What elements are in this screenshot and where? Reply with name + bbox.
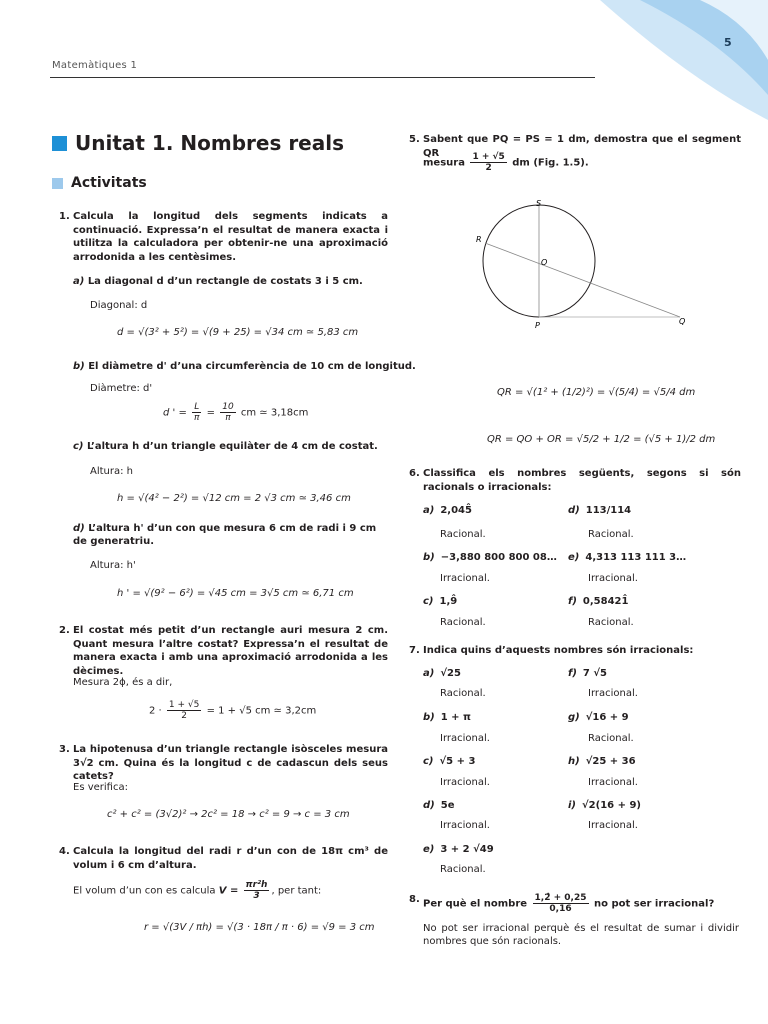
question-6: 6. Classifica els nombres següents, segons si són racionals o irracionals: (409, 468, 741, 493)
q7-answer-g: Racional. (588, 733, 634, 744)
q6-answer-a: Racional. (440, 529, 486, 540)
q1c-equation: h = √(4² − 2²) = √12 cm = 2 √3 cm ≃ 3,46 cm (117, 493, 351, 504)
q8-answer: No pot ser irracional perquè és el resultat de sumar i dividir nombres que són racionals. (423, 923, 739, 947)
label-Q: Q (679, 317, 686, 326)
question-8: 8. Per què el nombre $\frac{1,2̂ + 0,25}{0,16}$ no pot ser irracional? (409, 893, 715, 914)
label-P: P (535, 321, 540, 330)
q7-answer-b: Irracional. (440, 733, 490, 744)
question-7: 7. Indica quins d’aquests nombres són irracionals: (409, 645, 694, 656)
question-1a: a) La diagonal d d’un rectangle de costats 3 i 5 cm. (73, 276, 363, 287)
q7-item-a: a) √25 (423, 668, 461, 679)
question-2: 2. El costat més petit d’un rectangle auri mesura 2 cm. Quant mesura l’altre costat? Expressa’n el resultat de manera exacta i amb una aproximació arrodonida a les dècimes. (59, 625, 388, 677)
q7-item-b: b) 1 + π (423, 712, 471, 723)
q1a-equation: d = √(3² + 5²) = √(9 + 25) = √34 cm ≃ 5,83 cm (117, 327, 359, 338)
q1c-note: Altura: h (90, 466, 134, 477)
q7-answer-f: Irracional. (588, 688, 638, 699)
q5-equation-2: QR = QO + OR = √5/2 + 1/2 = (√5 + 1)/2 dm (487, 434, 716, 445)
q6-answer-b: Irracional. (440, 573, 490, 584)
section-square-icon (52, 178, 63, 189)
q7-answer-e: Racional. (440, 864, 486, 875)
q7-item-g: g) √16 + 9 (568, 712, 629, 723)
figure-1-5 (470, 195, 700, 335)
q7-item-h: h) √25 + 36 (568, 756, 636, 767)
q7-item-i: i) √2(16 + 9) (568, 800, 641, 811)
question-1b: b) El diàmetre d' d’una circumferència de 10 cm de longitud. (73, 361, 416, 372)
unit-title: Unitat 1. Nombres reals (52, 131, 344, 155)
q7-answer-a: Racional. (440, 688, 486, 699)
q7-answer-i: Irracional. (588, 820, 638, 831)
q3-equation: c² + c² = (3√2)² → 2c² = 18 → c² = 9 → c = 3 cm (107, 809, 350, 820)
q7-answer-c: Irracional. (440, 777, 490, 788)
q3-note: Es verifica: (73, 782, 128, 793)
q6-item-b: b) −3,880 800 800 08… (423, 552, 557, 563)
q6-item-f: f) 0,58421̂ (568, 596, 629, 607)
q7-answer-d: Irracional. (440, 820, 490, 831)
q4-equation: r = √(3V / πh) = √(3 · 18π / π · 6) = √9 = 3 cm (144, 922, 375, 933)
q7-item-f: f) 7 √5 (568, 668, 607, 679)
q7-item-d: d) 5e (423, 800, 455, 811)
q7-item-e: e) 3 + 2 √49 (423, 844, 494, 855)
q7-answer-h: Irracional. (588, 777, 638, 788)
question-5-cont: mesura $\frac{1 + √5}{2}$ dm (Fig. 1.5). (423, 152, 589, 173)
q1b-note: Diàmetre: d' (90, 383, 153, 394)
header-rule (50, 77, 595, 78)
label-S: S (536, 199, 542, 208)
label-O: O (541, 258, 548, 267)
q6-answer-d: Racional. (588, 529, 634, 540)
question-4: 4. Calcula la longitud del radi r d’un con de 18π cm³ de volum i 6 cm d’altura. (59, 846, 388, 871)
question-3: 3. La hipotenusa d’un triangle rectangle isòsceles mesura 3√2 cm. Quina és la longitud c de cadascun dels seus catets? (59, 744, 388, 782)
q6-answer-e: Irracional. (588, 573, 638, 584)
q6-item-e: e) 4,313 113 111 3… (568, 552, 687, 563)
question-1c: c) L’altura h d’un triangle equilàter de 4 cm de costat. (73, 441, 378, 452)
q6-answer-c: Racional. (440, 617, 486, 628)
q2-equation: 2 · $\frac{1 + √5}{2}$ = 1 + √5 cm ≃ 3,2cm (149, 700, 317, 721)
q7-item-c: c) √5 + 3 (423, 756, 476, 767)
book-title: Matemàtiques 1 (52, 60, 138, 71)
q1d-equation: h ' = √(9² − 6²) = √45 cm = 3√5 cm ≃ 6,71 cm (117, 588, 354, 599)
question-1d: d) L’altura h' d’un con que mesura 6 cm de radi i 9 cm de generatriu. (73, 523, 377, 547)
q5-equation-1: QR = √(1² + (1/2)²) = √(5/4) = √5/4 dm (497, 387, 696, 398)
q1a-note: Diagonal: d (90, 300, 148, 311)
q1b-equation: d ' = $\frac{L}{\pi}$ = $\frac{10}{\pi}$ cm ≃ 3,18cm (163, 402, 309, 423)
q6-item-c: c) 1,9̂ (423, 596, 458, 607)
q2-note: Mesura 2ϕ, és a dir, (73, 677, 173, 688)
q6-item-a: a) 2,045̂ (423, 505, 472, 516)
q6-answer-f: Racional. (588, 617, 634, 628)
question-5: 5. Sabent que PQ = PS = 1 dm, demostra que el segment QR (409, 134, 741, 159)
unit-square-icon (52, 136, 67, 151)
page-number: 5 (724, 36, 732, 49)
q1d-note: Altura: h' (90, 560, 136, 571)
label-R: R (476, 235, 482, 244)
question-1: 1. Calcula la longitud dels segments indicats a continuació. Expressa’n el resultat de manera exacta i utilitza la calculadora per obtenir-ne una aproximació arrodonida a les centèsimes. (59, 211, 388, 263)
section-title: Activitats (52, 175, 147, 191)
q6-item-d: d) 113/114 (568, 505, 632, 516)
q4-note: El volum d’un con es calcula V = $\frac{\text{πr²h}}{3}$ , per tant: (73, 880, 322, 901)
